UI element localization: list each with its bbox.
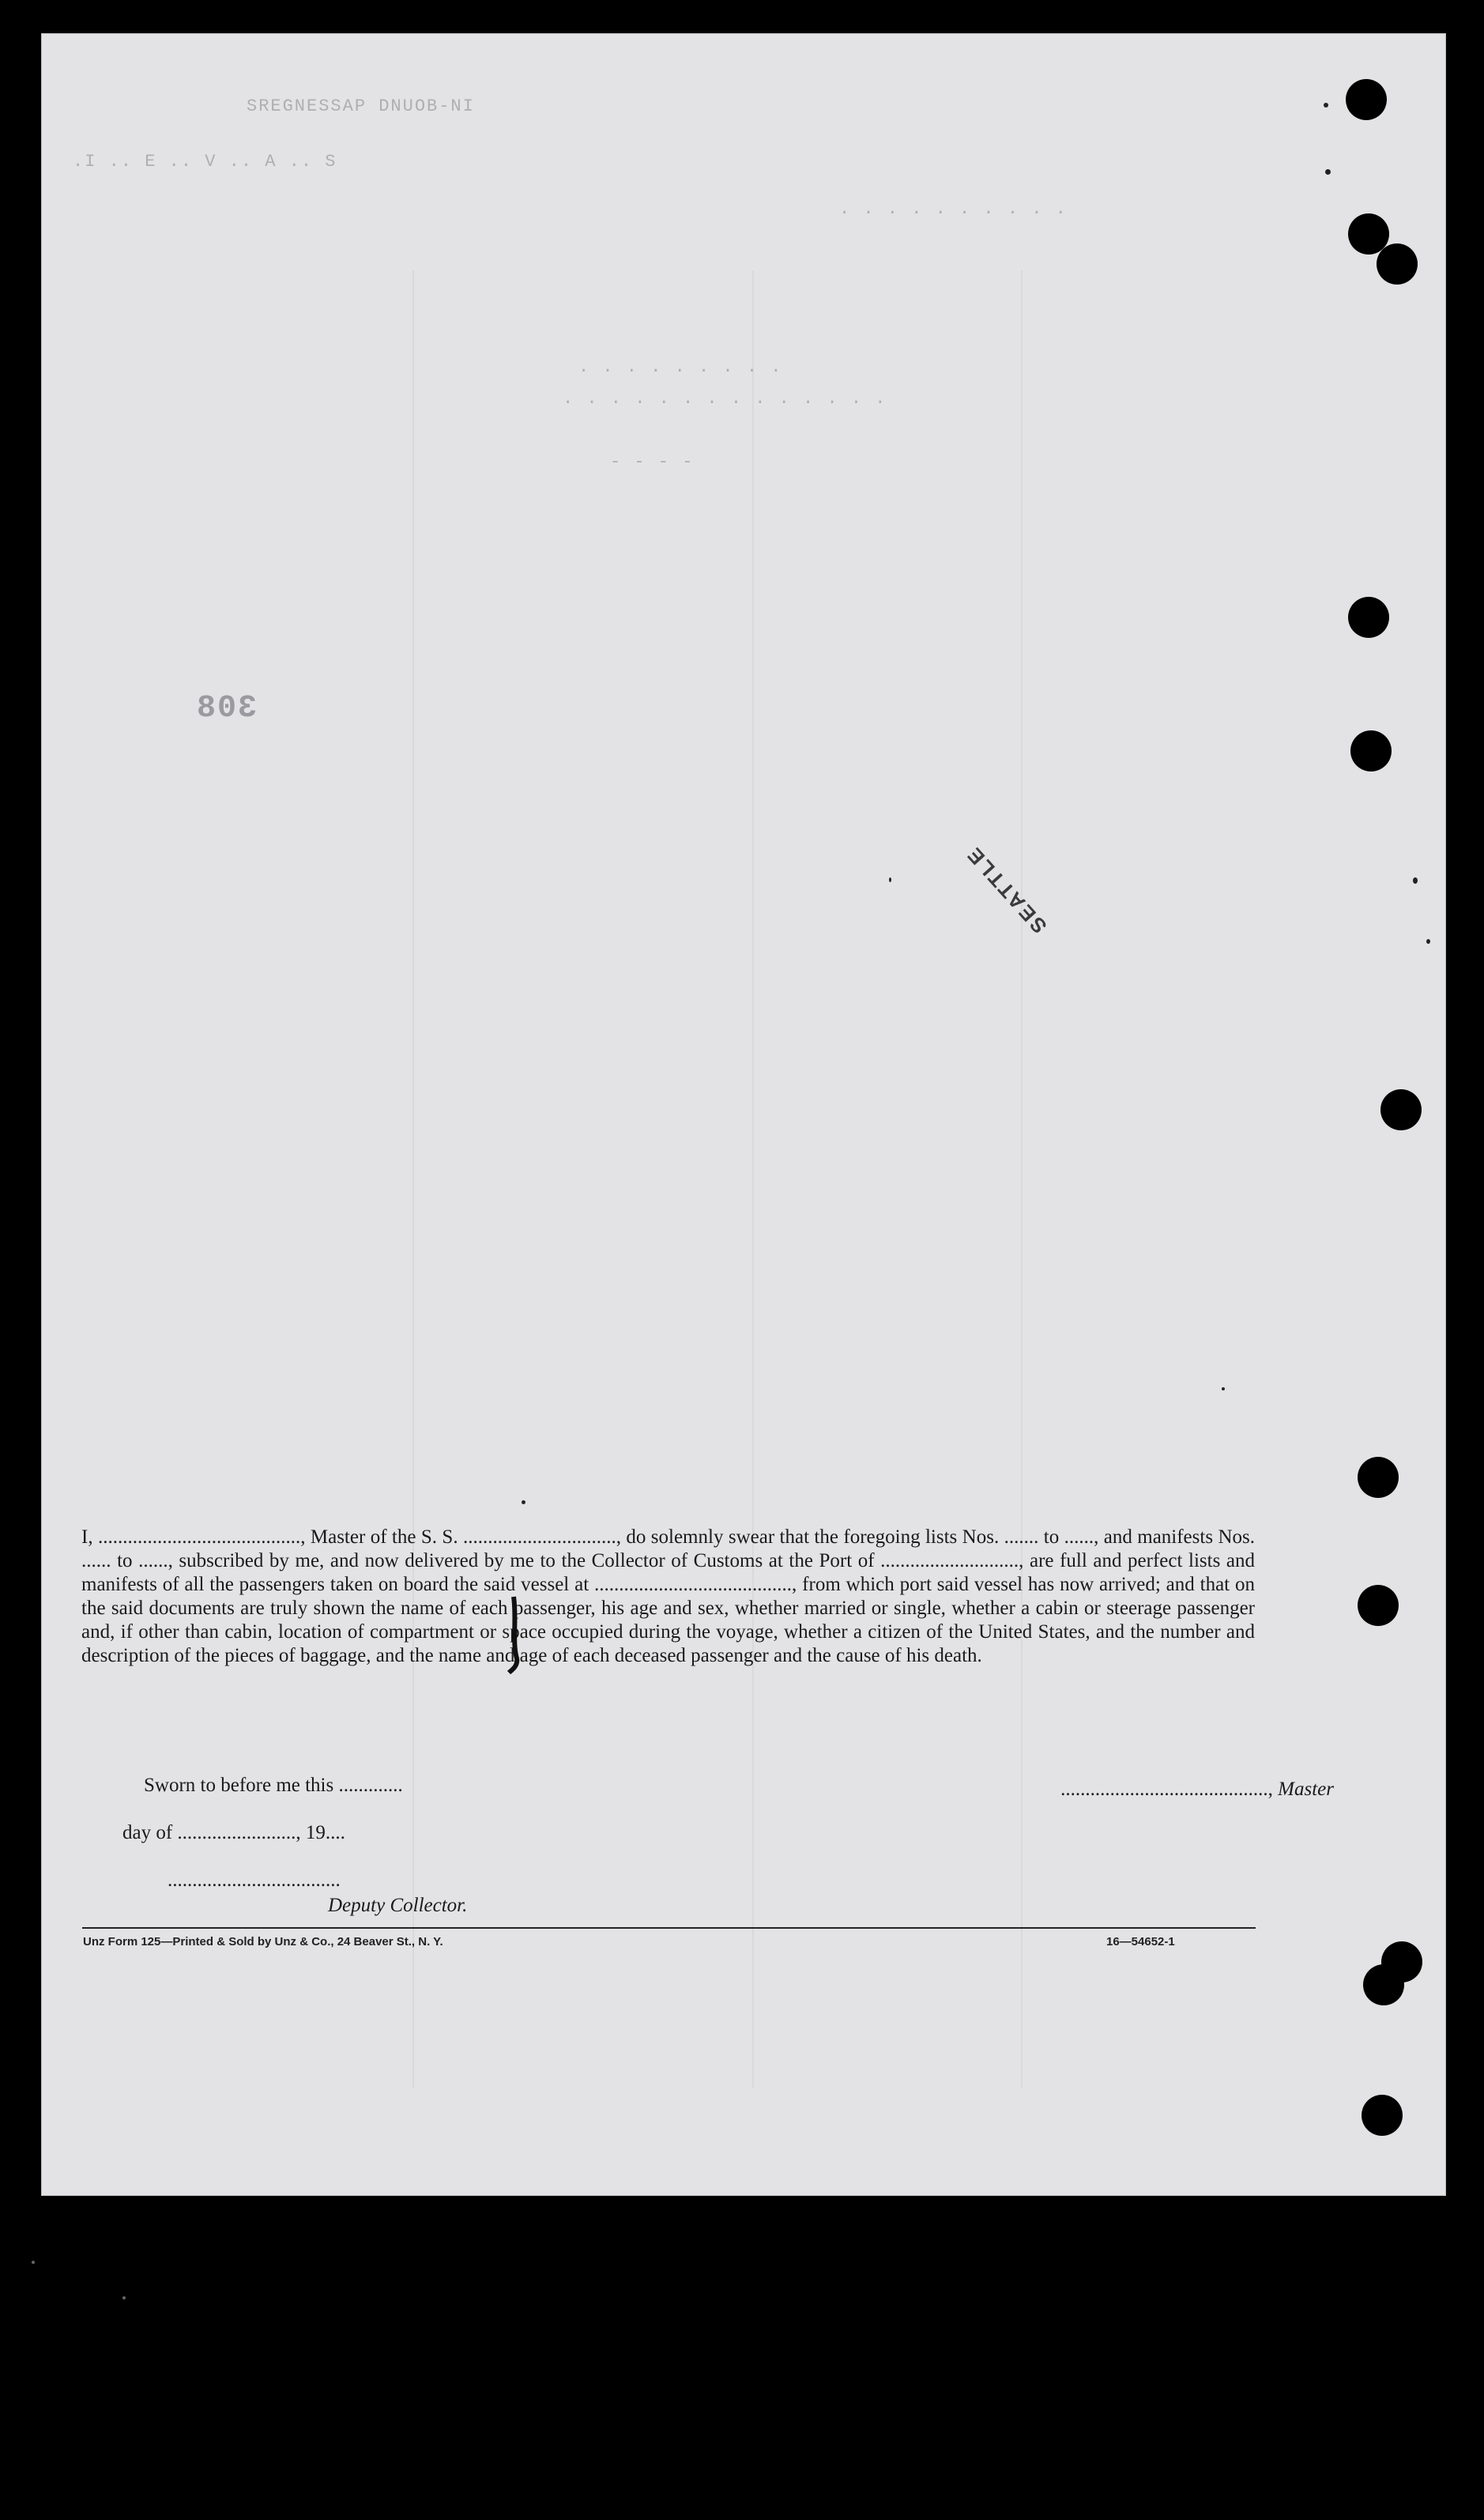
bleed-through-text: . . . . . . . . . . — [839, 199, 1068, 219]
deputy-collector-label: Deputy Collector. — [328, 1895, 468, 1916]
punch-hole — [1380, 1089, 1422, 1130]
master-label: Master — [1278, 1779, 1334, 1800]
speck — [1222, 1387, 1225, 1390]
column-rule — [752, 270, 754, 2088]
punch-hole — [1348, 597, 1389, 638]
punch-hole — [1350, 730, 1392, 771]
punch-hole — [1358, 1585, 1399, 1626]
bleed-through-text: .I .. E .. V .. A .. S — [73, 152, 337, 172]
bleed-through-text: . . . . . . . . . — [578, 357, 783, 377]
marginal-number: 308 — [195, 691, 258, 726]
punch-hole — [1362, 2095, 1403, 2136]
bleed-through-text: SREGNESSAP DNUOB-NI — [247, 96, 475, 116]
speck — [32, 2261, 35, 2264]
master-signature-dots: .........................................., — [1060, 1779, 1273, 1800]
bleed-through-text: - - - - — [610, 452, 695, 472]
column-rule — [412, 270, 414, 2088]
master-oath-paragraph: I, ........................................., Master of the S. S. ..............................., do solemnly swear that the foregoing lists Nos. ....... to ......, and manifests Nos. ...... to ......, subscribed by me, and now delivered by me to the Collector of Customs at the Port of ............................, are full and perfect lists and manifests of all the passengers taken on board the said vessel at ........................................, from which port said vessel has now arrived; and that on the said documents are truly shown the name of each passenger, his age and sex, whether married or single, whether a cabin or steerage passenger and, if other than cabin, location of compartment or space occupied during the voyage, whether a citizen of the United States, and the number and description of the pieces of baggage, and the name and age of each deceased passenger and the cause of his death. — [81, 1526, 1255, 1666]
day-of-line: day of ........................, 19.... — [122, 1822, 345, 1843]
form-number: 16—54652-1 — [1106, 1935, 1175, 1948]
speck — [1426, 939, 1430, 944]
footer-rule — [82, 1927, 1256, 1929]
master-signature — [1060, 1779, 1334, 1801]
printer-imprint: Unz Form 125—Printed & Sold by Unz & Co., 24 Beaver St., N. Y. — [83, 1935, 443, 1948]
speck — [522, 1500, 525, 1504]
punch-hole — [1346, 79, 1387, 120]
punch-hole — [1358, 1457, 1399, 1498]
speck — [1413, 877, 1418, 884]
bleed-through-text: . . . . . . . . . . . . . . — [563, 389, 887, 409]
deputy-signature-line: ................................... — [168, 1869, 341, 1891]
speck — [1324, 103, 1328, 108]
punch-hole — [1363, 1964, 1404, 2005]
port-stamp: SEATTLE — [961, 841, 1052, 938]
speck — [122, 2296, 126, 2299]
ink-mark — [506, 1595, 523, 1674]
speck — [889, 877, 891, 882]
punch-hole — [1377, 243, 1418, 285]
speck — [1325, 169, 1331, 175]
column-rule — [1021, 270, 1023, 2088]
sworn-line: Sworn to before me this ............. — [144, 1775, 403, 1796]
